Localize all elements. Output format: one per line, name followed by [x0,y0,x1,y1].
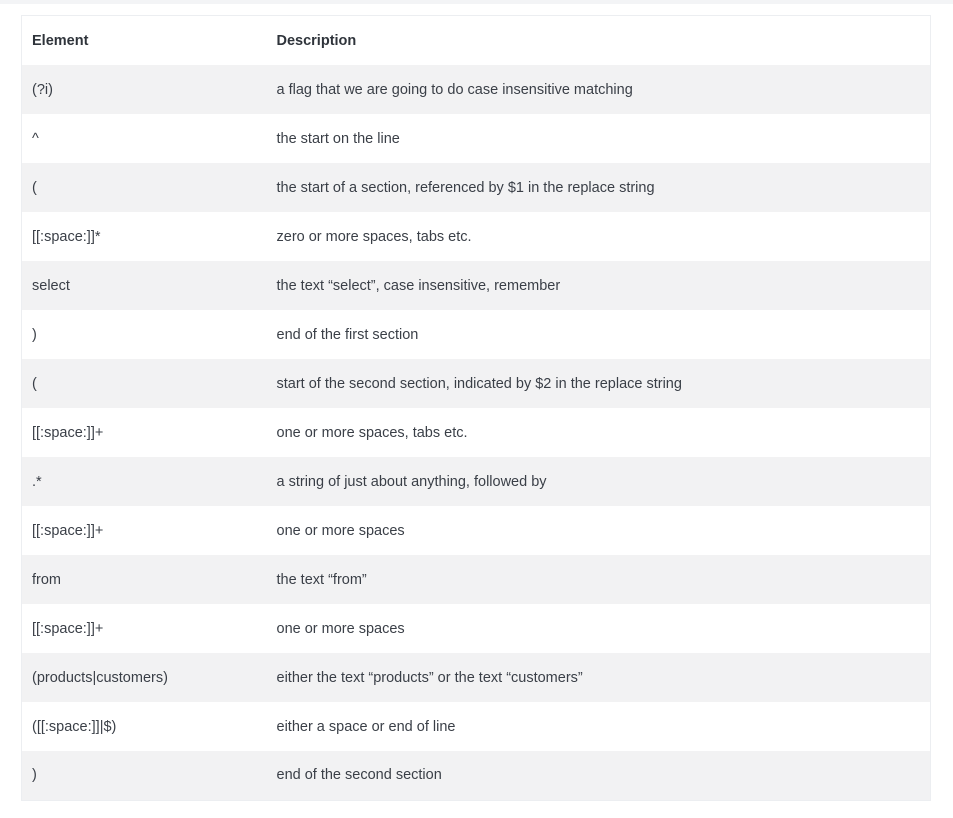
table-row [22,604,931,653]
table-row [22,702,931,751]
table-body [22,65,931,800]
cell-element: from [32,571,61,588]
table-row [22,212,931,261]
cell-description: either the text “products” or the text “customers” [276,669,583,686]
table-row [22,114,931,163]
table-row [22,457,931,506]
cell-description: the start of a section, referenced by $1 in the replace string [276,179,655,196]
header-element: Element [32,32,89,49]
cell-element: ) [32,326,37,343]
cell-description: zero or more spaces, tabs etc. [276,228,472,245]
cell-description: a flag that we are going to do case insensitive matching [276,81,633,98]
cell-element: ^ [32,130,39,147]
cell-description: one or more spaces, tabs etc. [276,424,468,441]
cell-element: (products|customers) [32,669,168,686]
cell-element: ( [32,375,37,392]
cell-description: the text “from” [276,571,367,588]
cell-element: [[:space:]]+ [32,522,104,539]
cell-element: [[:space:]]* [32,228,101,245]
cell-element: (?i) [32,81,53,98]
table-header-row [22,16,931,66]
table-row [22,163,931,212]
cell-description: end of the first section [276,326,419,343]
cell-element: select [32,277,70,294]
table-row [22,359,931,408]
table-row [22,261,931,310]
table-row [22,506,931,555]
cell-element: [[:space:]]+ [32,620,104,637]
table-row [22,555,931,604]
cell-description: end of the second section [276,767,442,784]
cell-description: start of the second section, indicated by $2 in the replace string [276,375,682,392]
table-row [22,310,931,359]
regex-elements-table [21,15,931,801]
top-divider [0,0,953,4]
cell-element: ([[:space:]]|$) [32,718,117,735]
table-row [22,751,931,800]
cell-element: [[:space:]]+ [32,424,104,441]
table-row [22,65,931,114]
cell-element: ( [32,179,37,196]
header-description: Description [276,32,357,49]
cell-description: one or more spaces [276,620,405,637]
cell-element: ) [32,767,37,784]
cell-description: the text “select”, case insensitive, remember [276,277,561,294]
cell-description: either a space or end of line [276,718,456,735]
table-row [22,408,931,457]
cell-description: a string of just about anything, followed by [276,473,547,490]
table-row [22,653,931,702]
cell-description: the start on the line [276,130,400,147]
cell-description: one or more spaces [276,522,405,539]
cell-element: .* [32,473,42,490]
